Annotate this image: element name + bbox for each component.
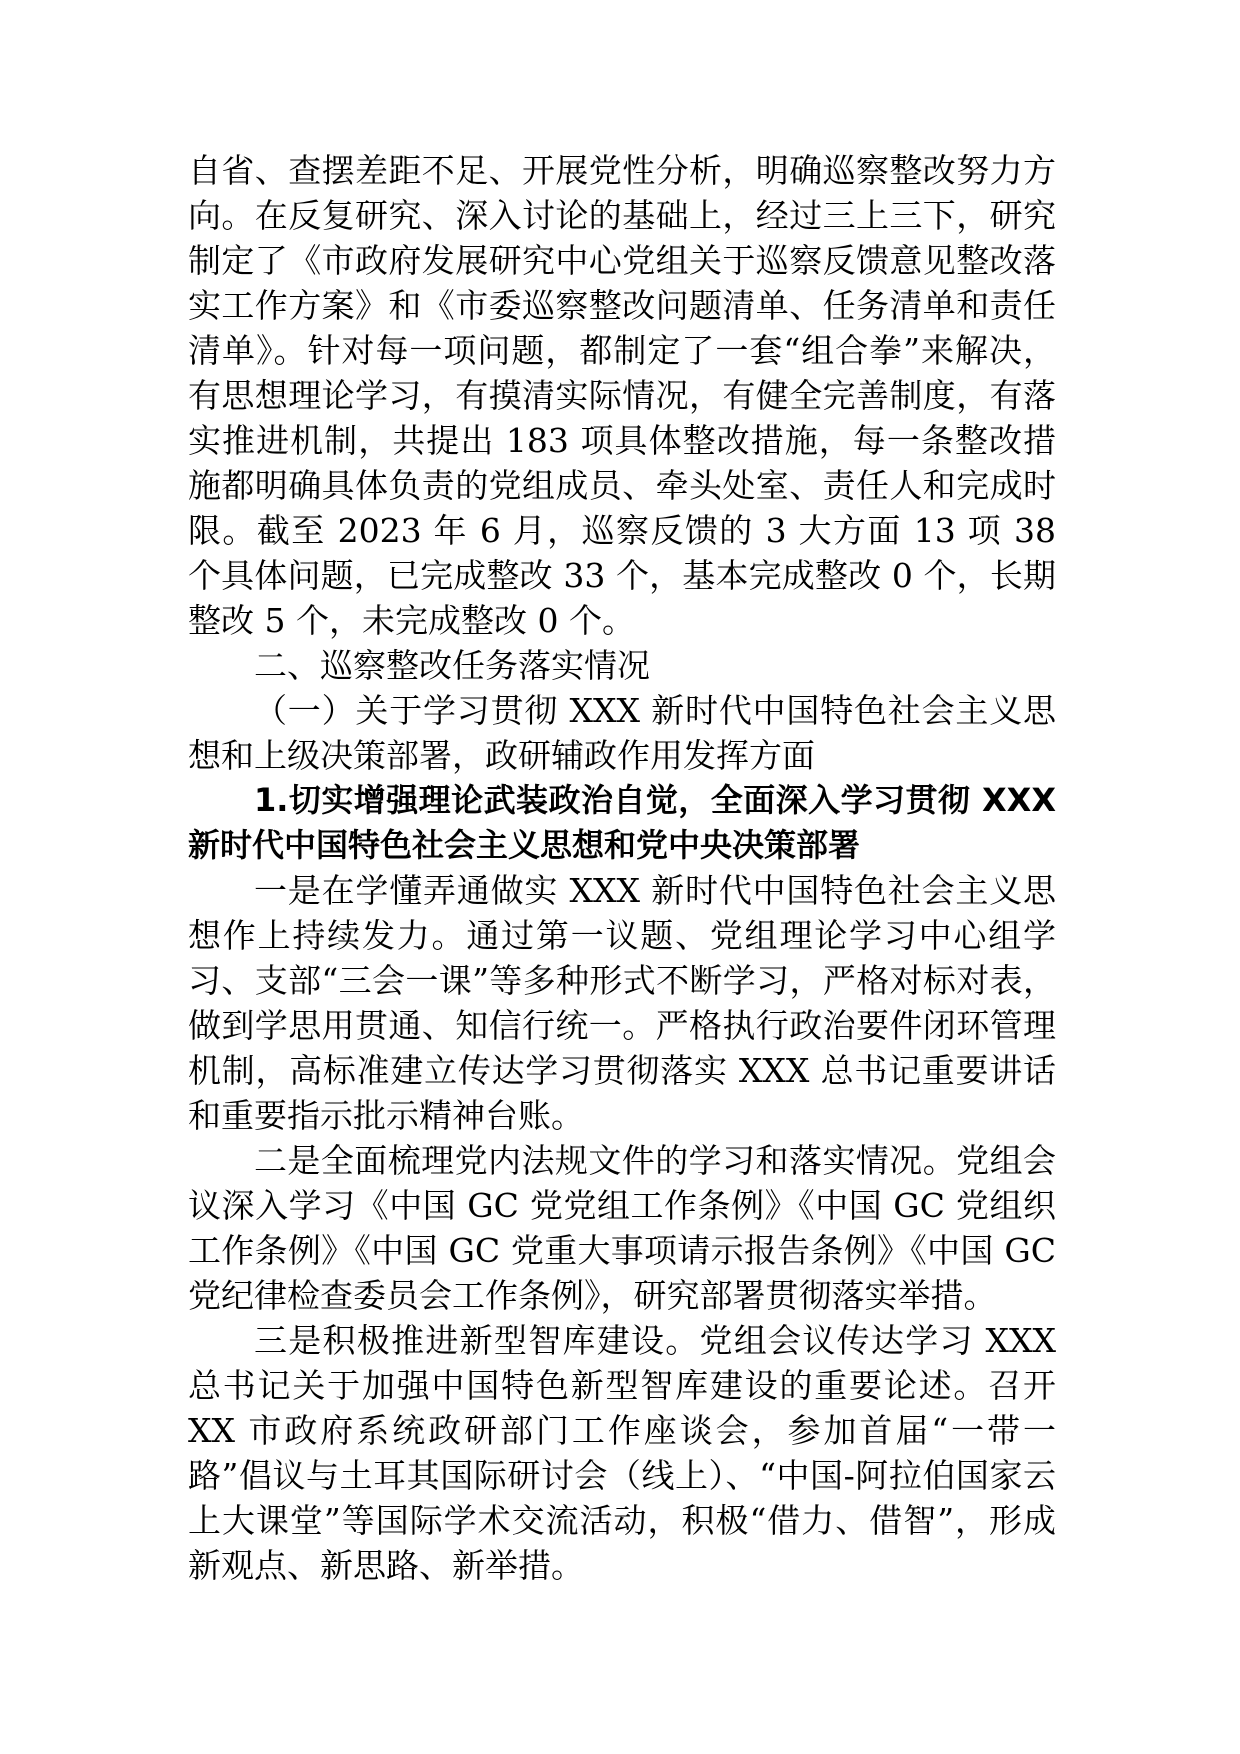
item-heading: 1.切实增强理论武装政治自觉，全面深入学习贯彻 XXX 新时代中国特色社会主义思想和党中央决策部署 [188,781,1056,864]
paragraph-continuation: 自省、查摆差距不足、开展党性分析，明确巡察整改努力方向。在反复研究、深入讨论的基础上，经过三上三下，研究制定了《市政府发展研究中心党组关于巡察反馈意见整改落实工作方案》和《市委巡察整改问题清单、任务清单和责任清单》。针对每一项问题，都制定了一套“组合拳”来解决，有思想理论学习，有摸清实际情况，有健全完善制度，有落实推进机制，共提出 183 项具体整改措施，每一条整改措施都明确具体负责的党组成员、牵头处室、责任人和完成时限。截至 2023 年 6 月，巡察反馈的 3 大方面 13 项 38 个具体问题，已完成整改 33 个，基本完成整改 0 个，长期整改 5 个，未完成整改 0 个。 [188,151,1056,640]
section-heading: 二、巡察整改任务落实情况 [254,646,650,685]
paragraph-point-two: 二是全面梳理党内法规文件的学习和落实情况。党组会议深入学习《中国 GC 党党组工作条例》《中国 GC 党组织工作条例》《中国 GC 党重大事项请示报告条例》《中国 GC 党纪律检查委员会工作条例》，研究部署贯彻落实举措。 [188,1141,1056,1315]
document-page [188,148,1056,1588]
paragraph-point-one: 一是在学懂弄通做实 XXX 新时代中国特色社会主义思想作上持续发力。通过第一议题、党组理论学习中心组学习、支部“三会一课”等多种形式不断学习，严格对标对表，做到学思用贯通、知信行统一。严格执行政治要件闭环管理机制，高标准建立传达学习贯彻落实 XXX 总书记重要讲话和重要指示批示精神台账。 [188,871,1056,1135]
subsection-heading: （一）关于学习贯彻 XXX 新时代中国特色社会主义思想和上级决策部署，政研辅政作用发挥方面 [188,691,1056,775]
paragraph-point-three: 三是积极推进新型智库建设。党组会议传达学习 XXX 总书记关于加强中国特色新型智库建设的重要论述。召开 XX 市政府系统政研部门工作座谈会，参加首届“一带一路”倡议与土耳其国际研讨会（线上）、“中国-阿拉伯国家云上大课堂”等国际学术交流活动，积极“借力、借智”，形成新观点、新思路、新举措。 [188,1321,1056,1585]
